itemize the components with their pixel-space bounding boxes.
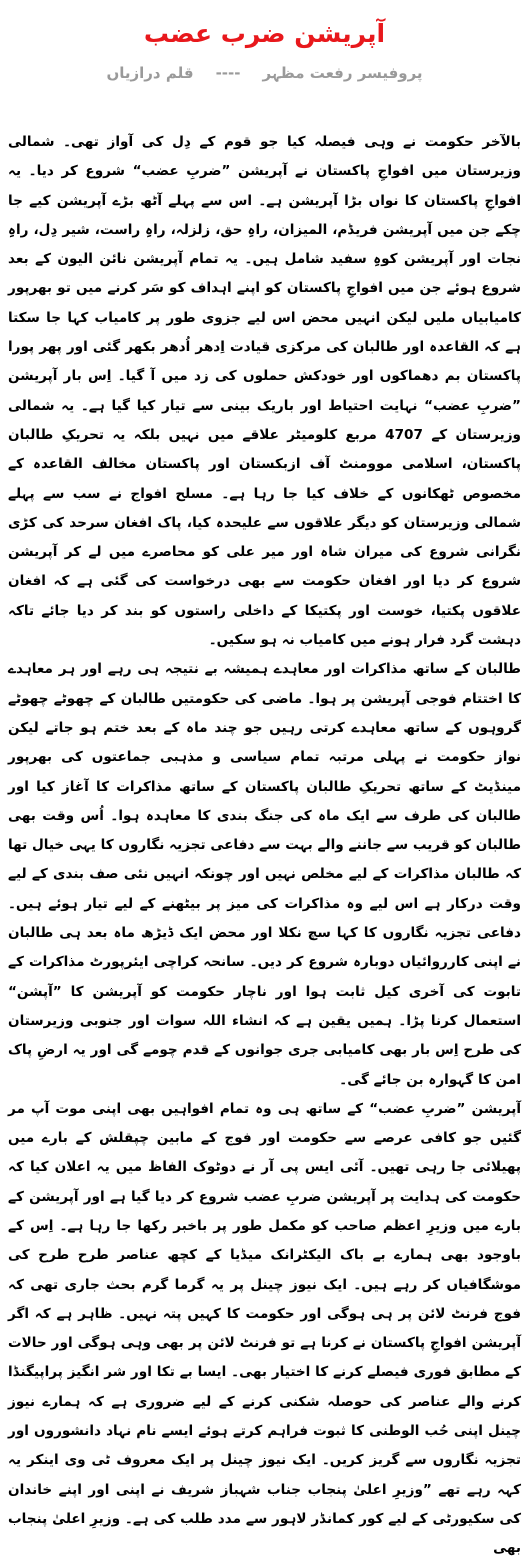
byline	[0, 60, 529, 86]
paragraph-2: طالبان کے ساتھ مذاکرات اور معاہدے ہمیشہ بے نتیجہ ہی رہے اور ہر معاہدے کا اختتام فوجی آپریشن پر ہوا۔ ماضی کی حکومتیں طالبان کے چھوٹے چھوٹے گروہوں کے ساتھ معاہدے کرتی رہیں جو چند ماہ کے بعد ختم ہو جاتے لیکن نواز حکومت نے پہلی مرتبہ تمام سیاسی و مذہبی جماعتوں کی بھرپور مینڈیٹ کے ساتھ تحریکِ طالبان پاکستان کے ساتھ مذاکرات کا آغاز کیا اور طالبان کی طرف سے ایک ماہ کی جنگ بندی کا معاہدہ ہوا۔ اُس وقت بھی طالبان کو قریب سے جاننے والے بہت سے دفاعی تجزیہ نگاروں کا یہی خیال تھا کہ طالبان مذاکرات کے لیے مخلص نہیں اور چونکہ انہیں نئی صف بندی کے لیے وقت درکار ہے اس لیے وہ مذاکرات کی میز پر بیٹھنے کے لیے تیار ہوئے ہیں۔ دفاعی تجزیہ نگاروں کا کہا سچ نکلا اور محض ایک ڈیڑھ ماہ بعد ہی طالبان نے اپنی کارروائیاں دوبارہ شروع کر دیں۔ سانحہ کراچی ایئرپورٹ مذاکرات کے تابوت کی آخری کیل ثابت ہوا اور ناچار حکومت کو آپریشن کا ”آپشن“ استعمال کرنا پڑا۔ ہمیں یقین ہے کہ انشاء اللہ سوات اور جنوبی وزیرستان کی طرح اِس بار بھی کامیابی جری جوانوں کے قدم چومے گی اور یہ ارضِ پاک امن کا گہوارہ بن جائے گی۔	[8, 661, 521, 1088]
article-body	[8, 128, 521, 1564]
byline-separator: ----	[215, 64, 241, 82]
paragraph-1: بالآخر حکومت نے وہی فیصلہ کیا جو قوم کے دِل کی آواز تھی۔ شمالی وزیرستان میں افواجِ پاکستان نے آپریشن ”ضربِ عضب“ شروع کر دیا۔ یہ افواجِ پاکستان کا نواں بڑا آپریشن ہے۔ اس سے پہلے آٹھ بڑے آپریشن کیے جا چکے جن میں آپریشن فریڈم، المیزان، راہِ حق، زلزلہ، راہِ راست، شیر دِل، راہِ نجات اور آپریشن کوہِ سفید شامل ہیں۔ یہ تمام آپریشن نائن الیون کے بعد شروع ہوئے جن میں افواجِ پاکستان کو اپنے اہداف کو سَر کرنے میں تو بھرپور کامیابیاں ملیں لیکن انہیں محض اس لیے جزوی طور پر کامیاب کہا جا سکتا ہے کہ القاعدہ اور طالبان کی مرکزی قیادت اِدھر اُدھر بکھر گئی اور پھر پورا پاکستان بم دھماکوں اور خودکش حملوں کی زد میں آ گیا۔ اِس بار آپریشن ”ضربِ عضب“ نہایت احتیاط اور باریک بینی سے تیار کیا گیا ہے۔ یہ شمالی وزیرستان کے 4707 مربع کلومیٹر علاقے میں نہیں بلکہ یہ تحریکِ طالبان پاکستان، اسلامی موومنٹ آف ازبکستان اور پاکستان مخالف القاعدہ کے مخصوص ٹھکانوں کے خلاف کیا جا رہا ہے۔ مسلح افواج نے سب سے پہلے شمالی وزیرستان کو دیگر علاقوں سے علیحدہ کیا، پاک افغان سرحد کی کڑی نگرانی شروع کی میران شاہ اور میر علی کو محاصرے میں لے کر آپریشن شروع کر دیا اور افغان حکومت سے بھی درخواست کی گئی ہے کہ افغان علاقوں پکتیا، خوست اور پکتیکا کے داخلی راستوں کو بند کر دیا جائے تاکہ دہشت گرد فرار ہونے میں کامیاب نہ ہو سکیں۔	[8, 134, 521, 649]
column-name: قلم درازیاں	[106, 64, 194, 82]
article-title: آپریشن ضرب عضب	[143, 19, 386, 48]
paragraph-3: آپریشن ”ضربِ عضب“ کے ساتھ ہی وہ تمام افواہیں بھی اپنی موت آپ مر گئیں جو کافی عرصے سے حکومت اور فوج کے مابین چپقلش کے بارے میں پھیلائی جا رہی تھیں۔ آئی ایس پی آر نے دوٹوک الفاظ میں یہ اعلان کیا کہ حکومت کی ہدایت پر آپریشن ضربِ عضب شروع کر دیا گیا ہے اور آپریشن کے بارے میں وزیرِ اعظم صاحب کو مکمل طور پر باخبر رکھا جا رہا ہے۔ اِس کے باوجود بھی ہمارے بے باک الیکٹرانک میڈیا کے کچھ عناصر طرح طرح کی موشگافیاں کر رہے ہیں۔ ایک نیوز چینل پر یہ گرما گرم بحث جاری تھی کہ فوج فرنٹ لائن پر ہی ہوگی اور حکومت کا کہیں پتہ نہیں۔ ظاہر ہے کہ اگر آپریشن افواجِ پاکستان نے کرنا ہے تو فرنٹ لائن پر بھی وہی ہوگی اور حالات کے مطابق فوری فیصلے کرنے کا اختیار بھی۔ ایسا بے تکا اور شر انگیز پراپیگنڈا کرنے والے عناصر کی حوصلہ شکنی کرنے کے لیے ضروری ہے کہ ہمارے نیوز چینل اپنی حُب الوطنی کا ثبوت فراہم کرتے ہوئے ایسے نام نہاد دانشوروں اور تجزیہ نگاروں سے گریز کریں۔ ایک نیوز چینل پر ایک معروف ٹی وی اینکر یہ کہہ رہے تھے ”وزیرِ اعلیٰ پنجاب جناب شہباز شریف نے اپنی اور اپنے خاندان کی سکیورٹی کے لیے کور کمانڈر لاہور سے مدد طلب کی ہے۔ وزیرِ اعلیٰ پنجاب بھی	[8, 1100, 521, 1557]
author-name: پروفیسر رفعت مظہر	[262, 64, 423, 82]
